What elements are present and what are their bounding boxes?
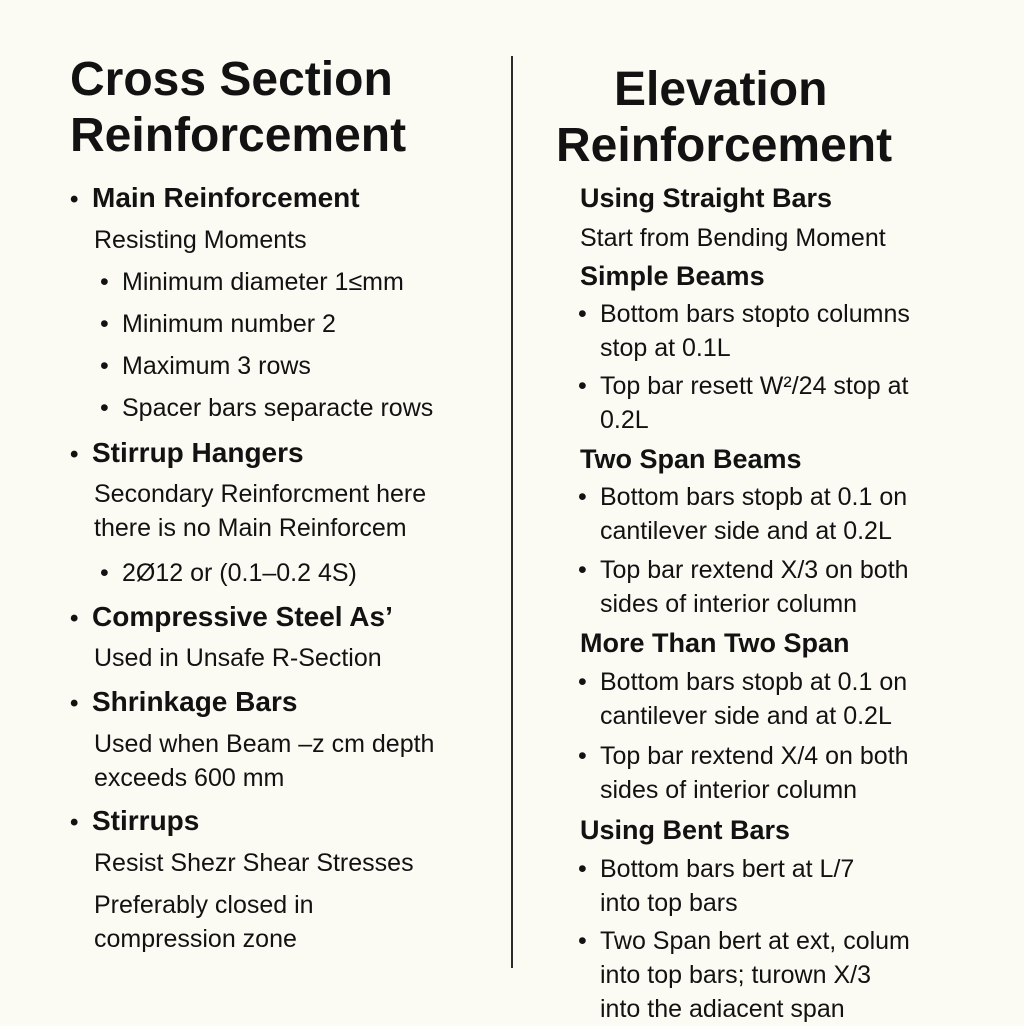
shrinkage-bars-heading [70, 685, 297, 721]
stirrups-desc: Resist Shezr Shear Stresses [94, 849, 414, 877]
bullet-icon: • [100, 559, 109, 587]
column-divider [511, 56, 513, 968]
sub-bullet-text: Maximum 3 rows [122, 352, 311, 380]
sub-bullet-text: 2Ø12 or (0.1–0.2 4S) [122, 559, 357, 587]
bullet-icon: • [578, 742, 587, 770]
more-than-two-span-heading: More Than Two Span [580, 628, 850, 658]
title-line: Cross Section [70, 53, 393, 106]
bullet-text: into top bars [600, 889, 738, 917]
bullet-icon: • [70, 809, 79, 836]
simple-beams-heading: Simple Beams [580, 261, 765, 291]
bullet-icon: • [578, 855, 587, 883]
two-span-heading: Two Span Beams [580, 444, 802, 474]
bullet-icon: • [100, 352, 109, 380]
stirrups-desc: compression zone [94, 925, 297, 953]
sub-bullet [100, 265, 404, 299]
bullet-text: 0.2L [600, 406, 649, 434]
sub-bullet-text: Spacer bars separacte rows [122, 394, 434, 422]
stirrups-desc: Preferably closed in [94, 891, 314, 919]
bullet-icon: • [100, 310, 109, 338]
sub-bullet [100, 349, 311, 383]
bullet-text: Top bar rextend X/4 on both [600, 742, 909, 770]
bullet-item [578, 553, 909, 621]
straight-bars-heading: Using Straight Bars [580, 183, 833, 213]
bullet-item [578, 297, 910, 365]
title-line: Reinforcement [556, 119, 893, 172]
bullet-item [578, 665, 907, 733]
sub-bullet [100, 307, 336, 341]
stirrup-hangers-desc: there is no Main Reinforcem [94, 514, 407, 542]
bullet-item [578, 852, 854, 920]
bullet-text: Bottom bars stopb at 0.1 on [600, 483, 908, 511]
bullet-icon: • [578, 300, 587, 328]
bullet-icon: • [578, 556, 587, 584]
sub-bullet-text: Minimum number 2 [122, 310, 336, 338]
heading-text: Main Reinforcement [92, 182, 360, 213]
bullet-item [578, 924, 910, 1026]
sub-bullet [100, 391, 433, 425]
bullet-text: cantilever side and at 0.2L [600, 517, 892, 545]
bullet-icon: • [100, 394, 109, 422]
main-reinforcement-desc: Resisting Moments [94, 226, 307, 254]
bullet-icon: • [70, 186, 79, 213]
bullet-icon: • [578, 483, 587, 511]
bullet-text: sides of interior column [600, 590, 858, 618]
compressive-steel-desc: Used in Unsafe R-Section [94, 644, 382, 672]
bullet-text: Bottom bars stopto columns [600, 300, 910, 328]
stirrup-hangers-desc: Secondary Reinforcment here [94, 480, 427, 508]
heading-text: Compressive Steel As’ [92, 601, 393, 632]
bullet-text: Two Span bert at ext, colum [600, 927, 910, 955]
bullet-icon: • [100, 268, 109, 296]
title-line: Reinforcement [70, 109, 407, 162]
main-reinforcement-heading [70, 181, 360, 217]
compressive-steel-heading [70, 600, 393, 636]
bullet-icon: • [578, 372, 587, 400]
heading-text: Stirrups [92, 805, 200, 836]
bullet-item [578, 480, 907, 548]
bullet-text: Bottom bars stopb at 0.1 on [600, 668, 908, 696]
shrinkage-bars-desc: Used when Beam –z cm depth [94, 730, 435, 758]
stirrups-heading [70, 804, 199, 840]
cross-section-title [70, 52, 406, 164]
heading-text: Stirrup Hangers [92, 437, 304, 468]
bent-bars-heading: Using Bent Bars [580, 815, 791, 845]
bullet-item [578, 369, 908, 437]
bullet-text: cantilever side and at 0.2L [600, 702, 892, 730]
title-line: Elevation [614, 63, 828, 116]
bullet-icon: • [70, 690, 79, 717]
bullet-text: sides of interior column [600, 776, 858, 804]
bullet-text: stop at 0.1L [600, 334, 731, 362]
shrinkage-bars-desc: exceeds 600 mm [94, 764, 285, 792]
bullet-text: Bottom bars bert at L/7 [600, 855, 855, 883]
elevation-title [556, 62, 892, 174]
stirrup-hangers-heading [70, 436, 304, 472]
bullet-text: into the adiacent span [600, 995, 845, 1023]
bullet-text: Top bar resett W²/24 stop at [600, 372, 909, 400]
bullet-text: into top bars; turown X/3 [600, 961, 871, 989]
sub-bullet-text: Minimum diameter 1≤mm [122, 268, 404, 296]
bullet-text: Top bar rextend X/3 on both [600, 556, 909, 584]
bullet-icon: • [578, 927, 587, 955]
straight-bars-desc: Start from Bending Moment [580, 224, 886, 252]
bullet-icon: • [578, 668, 587, 696]
bullet-item [578, 739, 909, 807]
heading-text: Shrinkage Bars [92, 686, 298, 717]
bullet-icon: • [70, 605, 79, 632]
bullet-icon: • [70, 441, 79, 468]
sub-bullet [100, 556, 357, 590]
